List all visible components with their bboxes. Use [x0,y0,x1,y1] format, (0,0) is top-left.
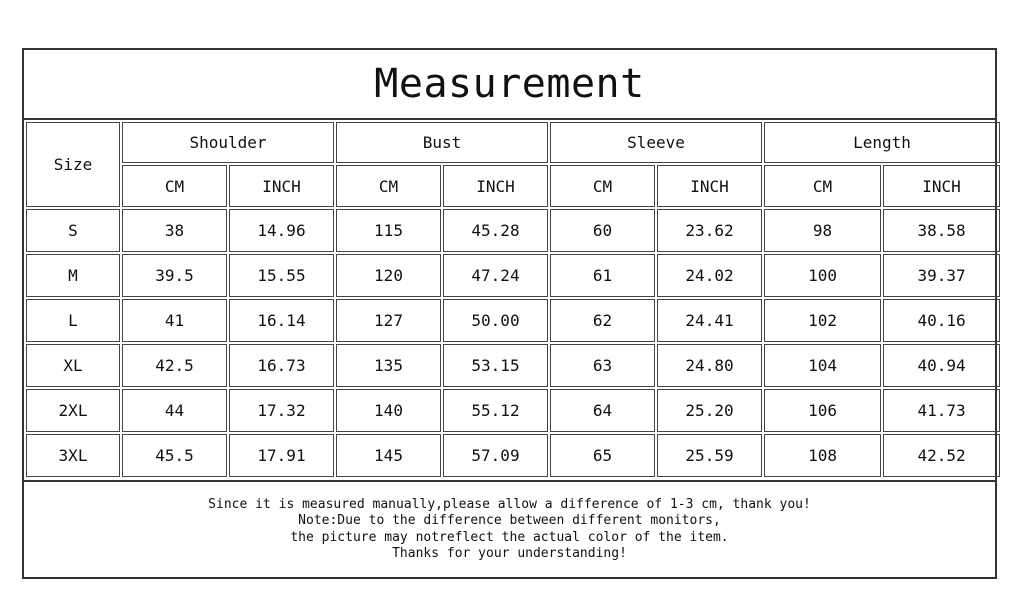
measurement-cell: 104 [764,344,881,387]
unit-header: INCH [443,165,548,207]
measurement-cell: 38.58 [883,209,1000,252]
measurement-cell: 16.14 [229,299,334,342]
measurement-cell: 24.80 [657,344,762,387]
measurement-cell: 140 [336,389,441,432]
measurement-chart [22,48,997,579]
size-cell: M [26,254,120,297]
measurement-cell: 17.91 [229,434,334,477]
measurement-cell: 106 [764,389,881,432]
group-header-length: Length [764,122,1000,163]
measurement-cell: 62 [550,299,655,342]
measurement-cell: 98 [764,209,881,252]
measurement-cell: 53.15 [443,344,548,387]
table-row [26,434,1000,477]
measurement-cell: 17.32 [229,389,334,432]
measurement-cell: 55.12 [443,389,548,432]
measurement-cell: 65 [550,434,655,477]
table-row [26,209,1000,252]
measurement-cell: 25.20 [657,389,762,432]
size-table [24,120,1002,479]
measurement-cell: 24.02 [657,254,762,297]
table-row [26,344,1000,387]
measurement-cell: 47.24 [443,254,548,297]
measurement-cell: 100 [764,254,881,297]
measurement-cell: 127 [336,299,441,342]
measurement-cell: 102 [764,299,881,342]
note-line: Thanks for your understanding! [392,546,627,561]
group-header-shoulder: Shoulder [122,122,334,163]
table-row [26,389,1000,432]
size-cell: 3XL [26,434,120,477]
unit-header: CM [122,165,227,207]
note-line: Since it is measured manually,please allow a difference of 1-3 cm, thank you! [208,496,811,512]
chart-title: Measurement [24,50,995,120]
group-header-bust: Bust [336,122,548,163]
measurement-cell: 23.62 [657,209,762,252]
measurement-cell: 15.55 [229,254,334,297]
size-cell: XL [26,344,120,387]
measurement-cell: 39.5 [122,254,227,297]
measurement-cell: 14.96 [229,209,334,252]
measurement-cell: 42.5 [122,344,227,387]
measurement-cell: 25.59 [657,434,762,477]
measurement-cell: 42.52 [883,434,1000,477]
unit-header: INCH [657,165,762,207]
measurement-cell: 39.37 [883,254,1000,297]
unit-header: CM [336,165,441,207]
size-cell: 2XL [26,389,120,432]
measurement-cell: 108 [764,434,881,477]
measurement-cell: 64 [550,389,655,432]
measurement-cell: 41.73 [883,389,1000,432]
measurement-cell: 63 [550,344,655,387]
measurement-cell: 61 [550,254,655,297]
unit-header: INCH [883,165,1000,207]
measurement-cell: 50.00 [443,299,548,342]
measurement-cell: 44 [122,389,227,432]
measurement-cell: 40.94 [883,344,1000,387]
measurement-cell: 145 [336,434,441,477]
measurement-cell: 16.73 [229,344,334,387]
group-header-sleeve: Sleeve [550,122,762,163]
unit-header: CM [550,165,655,207]
unit-header: CM [764,165,881,207]
measurement-cell: 24.41 [657,299,762,342]
unit-header: INCH [229,165,334,207]
size-cell: S [26,209,120,252]
note-line: Note:Due to the difference between different monitors, [298,513,721,528]
measurement-cell: 41 [122,299,227,342]
disclaimer-note [24,480,995,577]
table-row [26,254,1000,297]
measurement-cell: 45.28 [443,209,548,252]
measurement-cell: 60 [550,209,655,252]
measurement-cell: 40.16 [883,299,1000,342]
measurement-cell: 38 [122,209,227,252]
table-row [26,299,1000,342]
measurement-cell: 45.5 [122,434,227,477]
note-line: the picture may notreflect the actual color of the item. [290,529,729,545]
measurement-cell: 135 [336,344,441,387]
measurement-cell: 120 [336,254,441,297]
size-cell: L [26,299,120,342]
measurement-cell: 57.09 [443,434,548,477]
size-header: Size [26,122,120,207]
measurement-cell: 115 [336,209,441,252]
